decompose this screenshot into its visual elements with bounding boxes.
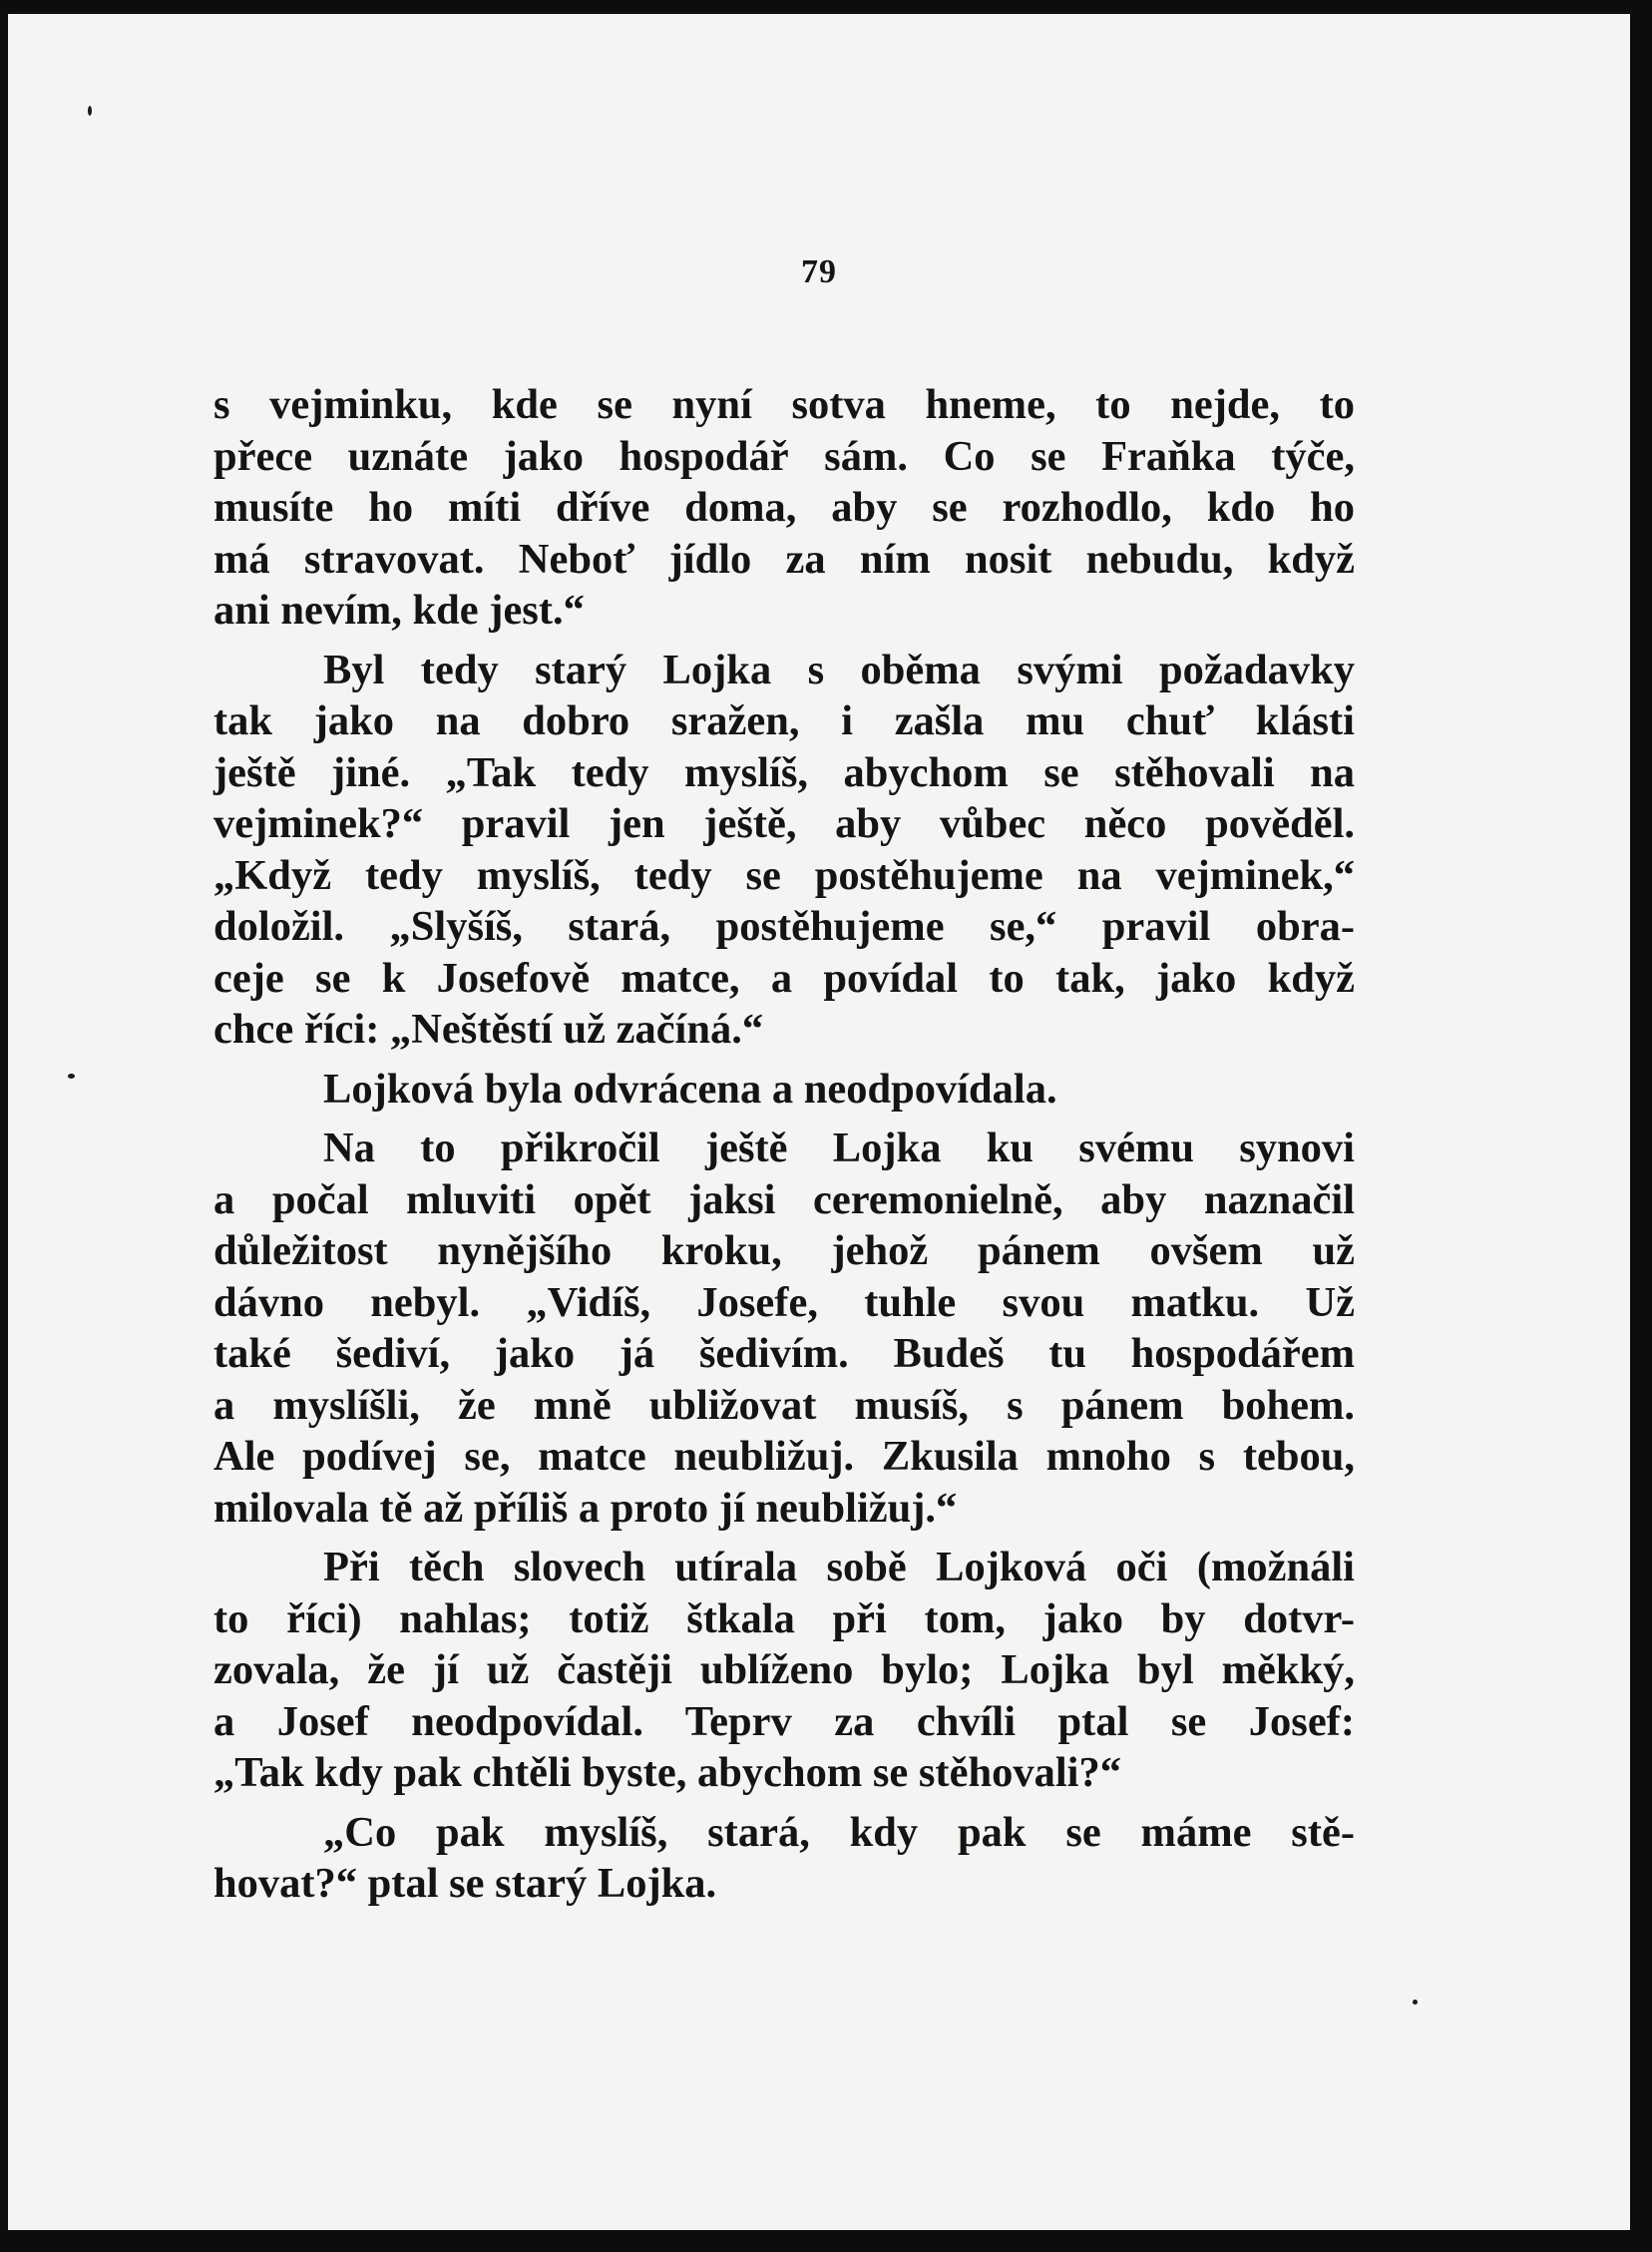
text-line: tak jako na dobro sražen, i zašla mu chuť klásti bbox=[213, 697, 1355, 744]
text-line: hovat?“ ptal se starý Lojka. bbox=[213, 1860, 717, 1907]
text-line: a počal mluviti opět jaksi ceremonielně, aby naznačil bbox=[213, 1175, 1355, 1223]
scan-speck bbox=[68, 1074, 75, 1079]
text-line: Byl tedy starý Lojka s oběma svými požadavky bbox=[323, 646, 1355, 693]
text-line: chce říci: „Neštěstí už začíná.“ bbox=[213, 1006, 764, 1053]
text-line: také šediví, jako já šedivím. Budeš tu hospodářem bbox=[213, 1330, 1355, 1377]
text-line: musíte ho míti dříve doma, aby se rozhodlo, kdo ho bbox=[213, 484, 1355, 531]
text-line: ani nevím, kde jest.“ bbox=[213, 587, 585, 634]
paragraph bbox=[213, 1807, 1355, 1910]
paragraph bbox=[213, 1542, 1355, 1799]
text-line: ještě jiné. „Tak tedy myslíš, abychom se stěhovali na bbox=[213, 748, 1355, 796]
text-line: s vejminku, kde se nyní sotva hneme, to nejde, to bbox=[213, 381, 1355, 428]
book-page bbox=[8, 14, 1630, 2231]
text-line: „Tak kdy pak chtěli byste, abychom se stěhovali?“ bbox=[213, 1749, 1121, 1796]
paragraph bbox=[213, 1123, 1355, 1534]
text-line: přece uznáte jako hospodář sám. Co se Fraňka týče, bbox=[213, 432, 1355, 480]
text-line: doložil. „Slyšíš, stará, postěhujeme se,“ pravil obra- bbox=[213, 903, 1355, 950]
text-line: milovala tě až příliš a proto jí neubližuj.“ bbox=[213, 1484, 958, 1532]
body-text bbox=[213, 379, 1355, 1910]
scan-border-right bbox=[1630, 0, 1652, 2252]
scan-border-bottom bbox=[0, 2230, 1652, 2252]
text-line: Lojková byla odvrácena a neodpovídala. bbox=[323, 1065, 1057, 1113]
text-line: Při těch slovech utírala sobě Lojková oči (možnáli bbox=[323, 1544, 1355, 1590]
text-line: vejminek?“ pravil jen ještě, aby vůbec něco pověděl. bbox=[213, 800, 1355, 847]
text-line: „Co pak myslíš, stará, kdy pak se máme stě- bbox=[323, 1808, 1355, 1856]
paragraph bbox=[213, 379, 1355, 637]
text-line: Ale podívej se, matce neubližuj. Zkusila mnoho s tebou, bbox=[213, 1433, 1355, 1480]
scan-speck bbox=[1413, 2000, 1418, 2005]
text-line: ceje se k Josefově matce, a povídal to tak, jako když bbox=[213, 954, 1355, 1002]
text-line: a Josef neodpovídal. Teprv za chvíli ptal se Josef: bbox=[213, 1697, 1355, 1745]
text-line: a myslíšli, že mně ubližovat musíš, s pánem bohem. bbox=[213, 1381, 1355, 1429]
scan-speck bbox=[88, 106, 92, 116]
paragraph bbox=[213, 645, 1355, 1056]
text-line: „Když tedy myslíš, tedy se postěhujeme na vejminek,“ bbox=[213, 851, 1355, 899]
text-line: dávno nebyl. „Vidíš, Josefe, tuhle svou matku. Už bbox=[213, 1278, 1355, 1326]
text-line: zovala, že jí už častěji ublíženo bylo; Lojka byl měkký, bbox=[213, 1646, 1355, 1693]
text-line: má stravovat. Neboť jídlo za ním nosit nebudu, když bbox=[213, 535, 1355, 583]
page-number: 79 bbox=[801, 253, 837, 290]
text-line: to říci) nahlas; totiž štkala při tom, jako by dotvr- bbox=[213, 1594, 1355, 1642]
text-line: důležitost nynějšího kroku, jehož pánem ovšem už bbox=[213, 1227, 1355, 1274]
text-line: Na to přikročil ještě Lojka ku svému synovi bbox=[323, 1125, 1355, 1171]
paragraph bbox=[213, 1064, 1355, 1116]
